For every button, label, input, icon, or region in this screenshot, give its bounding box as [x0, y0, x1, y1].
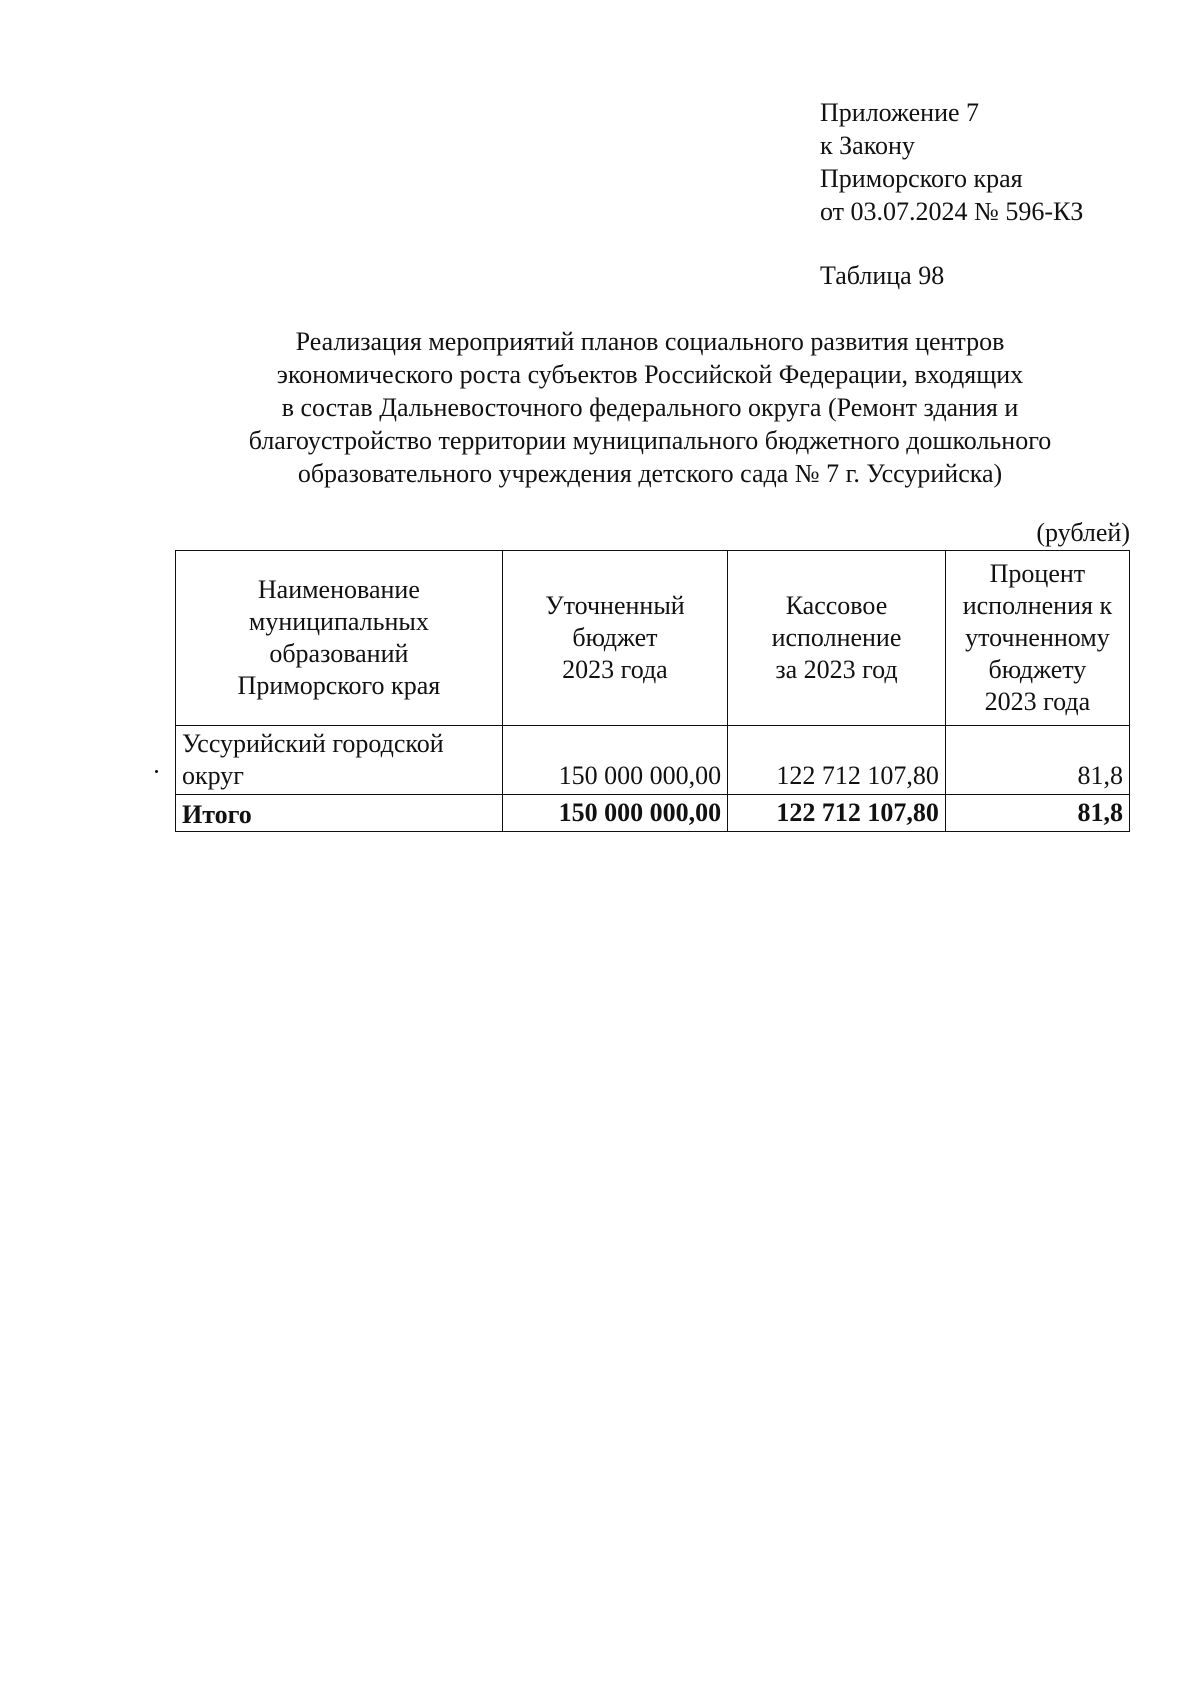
table-number: Таблица 98	[820, 261, 945, 290]
appendix-line: к Закону	[820, 131, 915, 160]
header-percent	[945, 551, 1129, 726]
cell-budget: 150 000 000,00	[502, 726, 727, 795]
header-line: 2023 года	[562, 655, 668, 684]
header-line: за 2023 год	[775, 655, 898, 684]
title-line: Реализация мероприятий планов социального развития центров	[295, 327, 1005, 356]
header-line: образований	[269, 639, 409, 668]
header-execution	[728, 551, 946, 726]
header-line: бюджет	[572, 623, 658, 652]
units-label: (рублей)	[1036, 518, 1130, 547]
title-line: образовательного учреждения детского сада № 7 г. Уссурийска)	[297, 459, 1003, 488]
total-label: Итого	[176, 795, 503, 832]
header-line: исполнение	[771, 623, 902, 652]
header-municipality	[176, 551, 503, 726]
appendix-line: от 03.07.2024 № 596-КЗ	[820, 197, 1084, 226]
header-line: Уточненный	[545, 591, 685, 620]
cell-line: Уссурийский городской	[182, 729, 444, 758]
total-execution: 122 712 107,80	[728, 795, 946, 832]
total-budget: 150 000 000,00	[502, 795, 727, 832]
cell-percent: 81,8	[945, 726, 1129, 795]
header-budget	[502, 551, 727, 726]
header-line: Процент	[989, 559, 1086, 588]
title-line: экономического роста субъектов Российской Федерации, входящих	[276, 360, 1024, 389]
scan-speck	[155, 770, 158, 773]
cell-execution: 122 712 107,80	[728, 726, 946, 795]
table-total-row	[176, 795, 1130, 832]
table-header-row	[176, 551, 1130, 726]
header-line: исполнения к	[962, 591, 1113, 620]
header-line: бюджету	[988, 655, 1087, 684]
cell-line: округ	[182, 761, 244, 790]
title-line: благоустройство территории муниципального бюджетного дошкольного	[248, 426, 1052, 455]
cell-municipality	[176, 726, 503, 795]
appendix-line: Приложение 7	[820, 98, 980, 127]
total-percent: 81,8	[945, 795, 1129, 832]
header-line: 2023 года	[984, 687, 1091, 716]
table-row	[176, 726, 1130, 795]
appendix-line: Приморского края	[820, 164, 1023, 193]
document-title	[180, 325, 1120, 490]
header-line: уточненному	[965, 623, 1110, 652]
title-line: в состав Дальневосточного федерального округа (Ремонт здания и	[281, 393, 1019, 422]
header-line: муниципальных	[248, 607, 429, 636]
appendix-block	[820, 96, 1083, 228]
budget-table	[175, 550, 1130, 832]
header-line: Наименование	[257, 575, 420, 604]
header-line: Кассовое	[785, 591, 888, 620]
header-line: Приморского края	[237, 671, 441, 700]
